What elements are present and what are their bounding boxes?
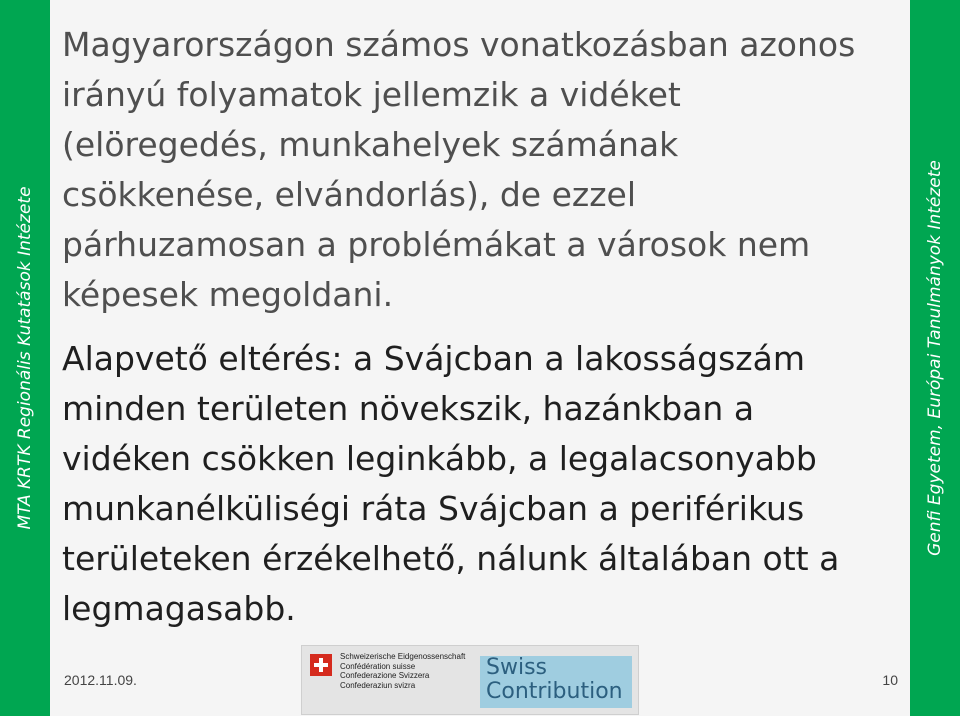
paragraph-1-line: csökkenése, elvándorlás), de ezzel	[62, 175, 637, 214]
logo-line: Confederazione Svizzera	[340, 671, 430, 680]
logo-line: Confederaziun svizra	[340, 680, 416, 690]
paragraph-2-line: munkanélküliségi ráta Svájcban a periférikus	[62, 489, 805, 528]
slide-content	[50, 0, 910, 716]
paragraph-2-line: vidéken csökken leginkább, a legalacsonyabb	[62, 439, 817, 478]
left-sidebar-label: MTA KRTK Regionális Kutatások Intézete	[15, 186, 35, 530]
footer-date: 2012.11.09.	[64, 672, 137, 688]
paragraph-2-line: Alapvető eltérés: a Svájcban a lakosságszám	[62, 339, 805, 378]
logo-line: Schweizerische Eidgenossenschaft	[340, 652, 466, 661]
paragraph-1-line: Magyarországon számos vonatkozásban azonos	[62, 25, 856, 64]
paragraph-1-line: irányú folyamatok jellemzik a vidéket	[62, 75, 681, 114]
paragraph-1-line: képesek megoldani.	[62, 275, 394, 314]
logo-brand	[480, 656, 632, 708]
page-number: 10	[882, 672, 898, 688]
right-sidebar-label: Genfi Egyetem, Európai Tanulmányok Intézete	[925, 160, 945, 556]
paragraph-1	[62, 20, 890, 320]
paragraph-2-line: területeken érzékelhető, nálunk általában ott a	[62, 539, 840, 578]
right-sidebar	[910, 0, 960, 716]
logo-line: Confédération suisse	[340, 661, 416, 671]
paragraph-2-line: legmagasabb.	[62, 589, 296, 628]
paragraph-2	[62, 334, 890, 634]
swiss-flag-icon	[310, 654, 332, 676]
left-sidebar	[0, 0, 50, 716]
brand-line-1: Swiss	[486, 655, 547, 680]
paragraph-2-line: minden területen növekszik, hazánkban a	[62, 389, 755, 428]
swiss-contribution-logo	[301, 645, 639, 715]
brand-line-2: Contribution	[486, 679, 623, 704]
logo-confederation-text	[340, 652, 465, 690]
paragraph-1-line: (elöregedés, munkahelyek számának	[62, 125, 679, 164]
paragraph-1-line: párhuzamosan a problémákat a városok nem	[62, 225, 811, 264]
